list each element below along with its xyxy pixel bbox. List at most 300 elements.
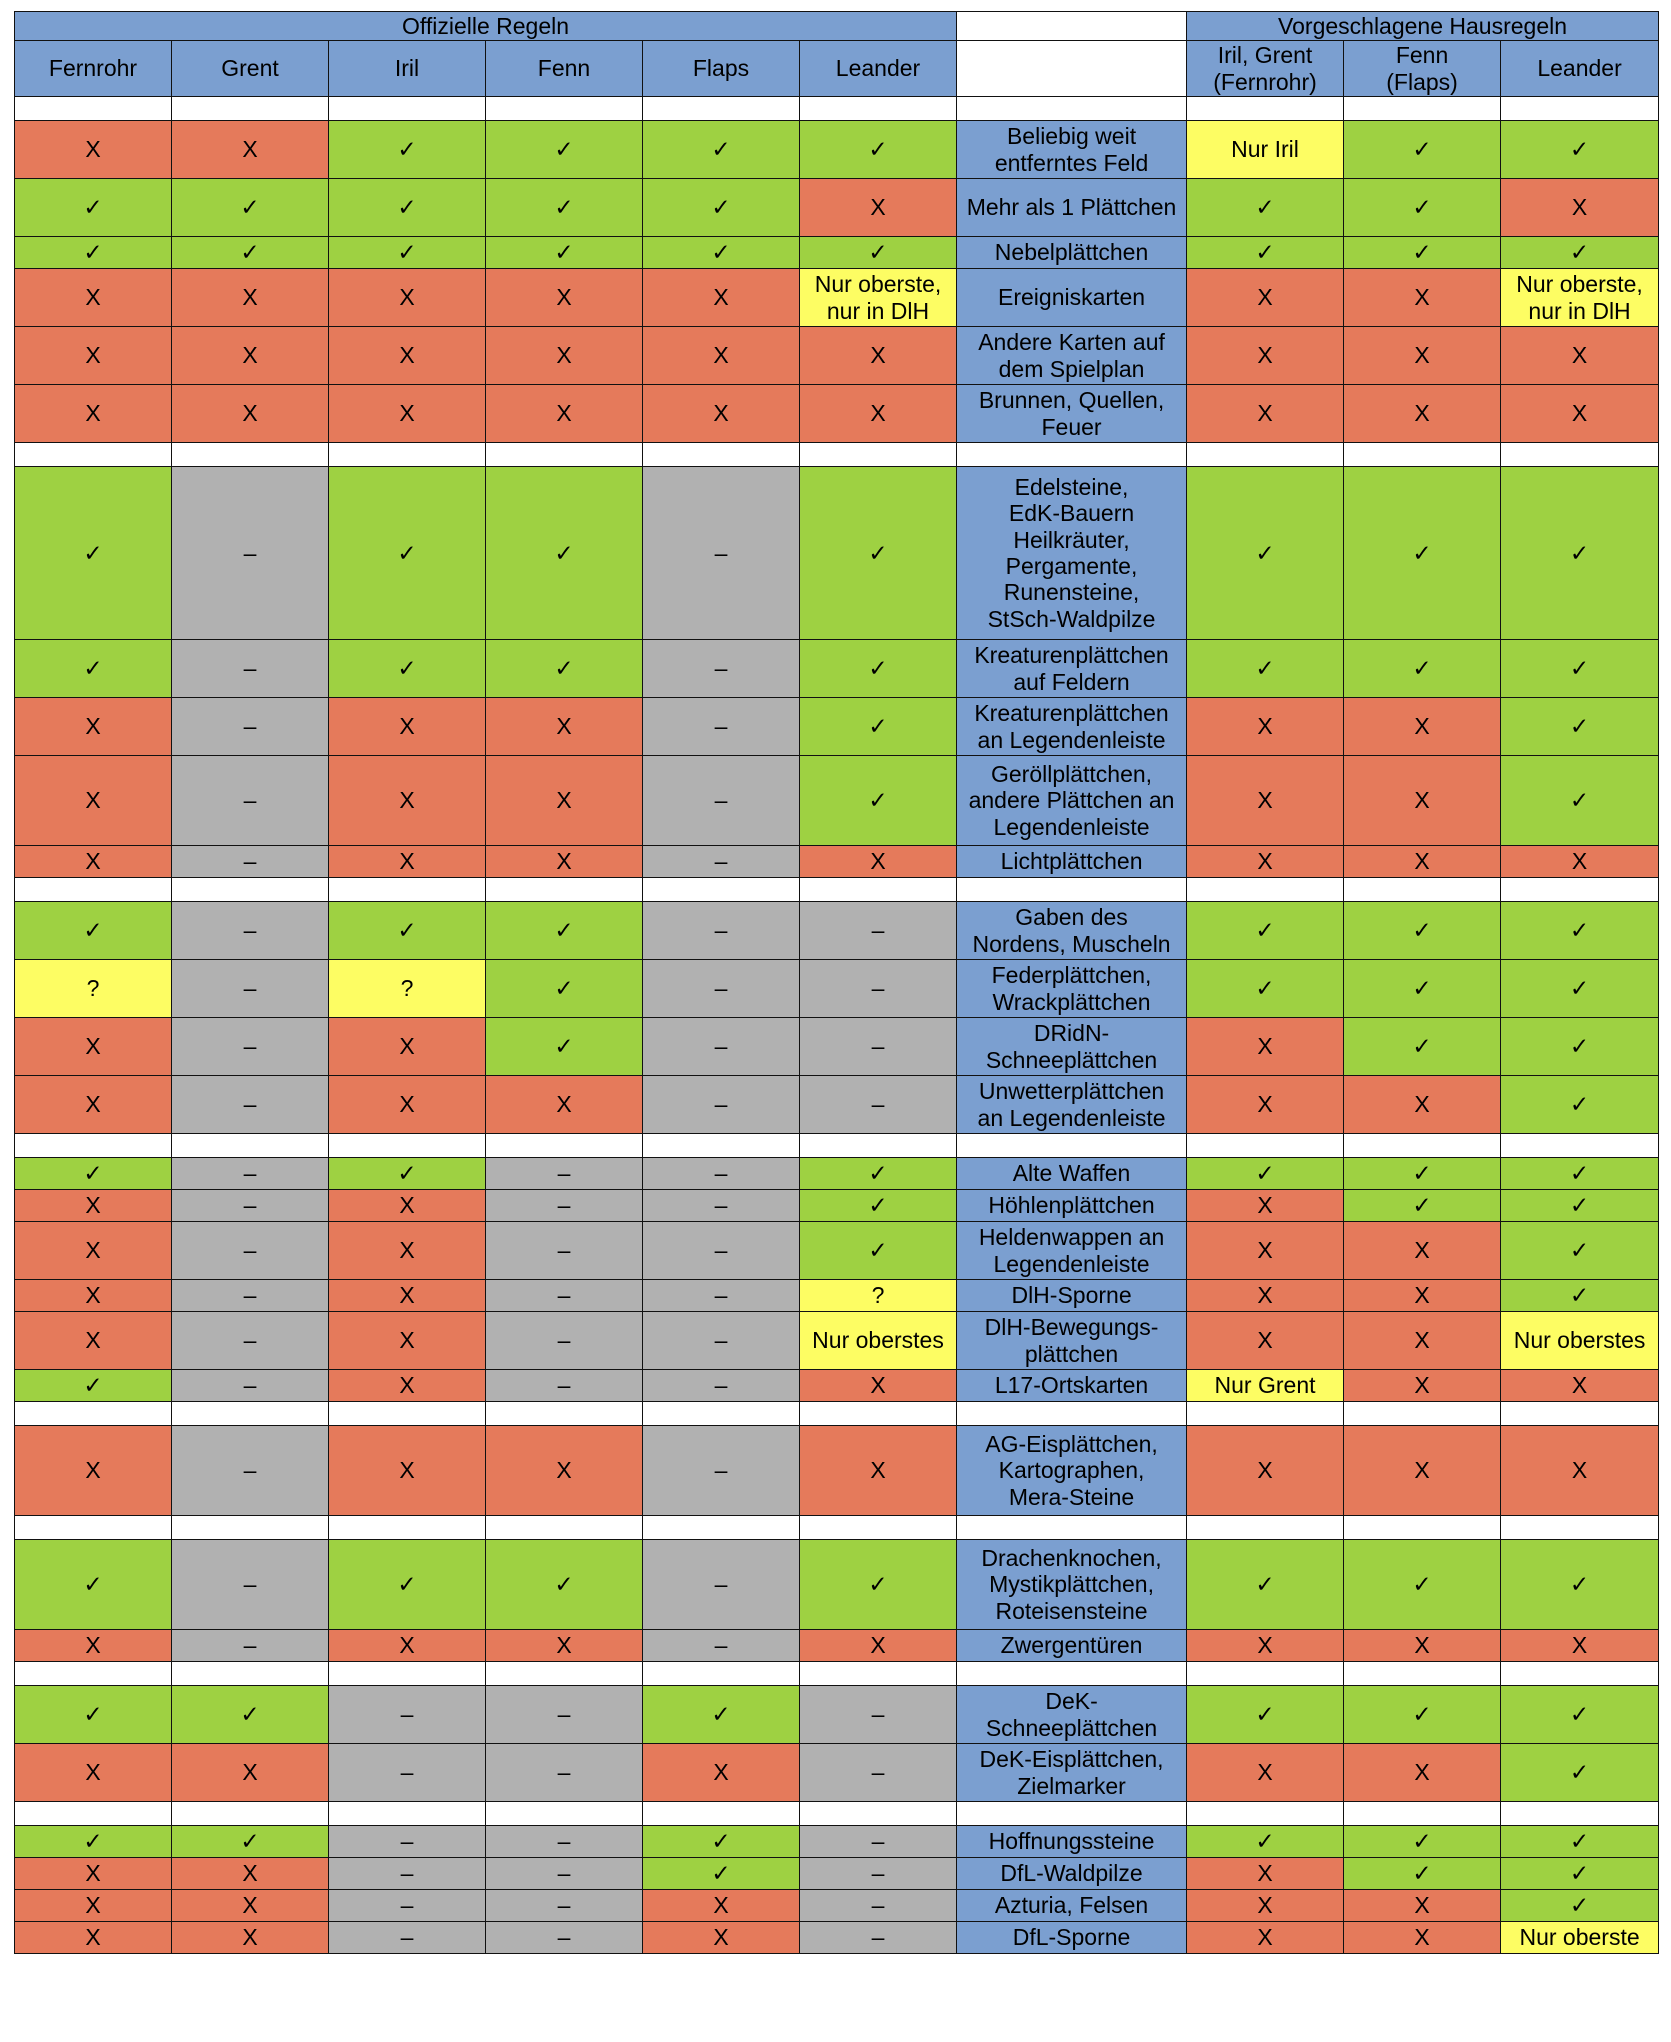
status-cell: – (643, 960, 800, 1018)
spacer-cell (1344, 878, 1501, 902)
status-cell: ✓ (172, 237, 329, 269)
status-cell: X (172, 269, 329, 327)
status-cell: – (486, 1280, 643, 1312)
status-cell: – (643, 1630, 800, 1662)
spacer-cell (800, 1134, 957, 1158)
status-cell: – (172, 902, 329, 960)
status-cell: X (1344, 756, 1501, 846)
status-cell: X (1344, 1630, 1501, 1662)
status-cell: – (800, 1922, 957, 1954)
col-header: Iril (329, 41, 486, 97)
status-cell: X (1344, 1312, 1501, 1370)
status-cell: X (1187, 1190, 1344, 1222)
spacer-cell (329, 443, 486, 467)
spacer-cell (329, 97, 486, 121)
spacer-cell (800, 97, 957, 121)
spacer-cell (15, 878, 172, 902)
status-cell: ✓ (1344, 1540, 1501, 1630)
spacer-cell (643, 878, 800, 902)
spacer-cell (329, 1662, 486, 1686)
spacer-cell (1501, 878, 1659, 902)
status-cell: X (800, 1630, 957, 1662)
spacer-cell (800, 1802, 957, 1826)
row-label: Alte Waffen (957, 1158, 1187, 1190)
row-label: Hoffnungssteine (957, 1826, 1187, 1858)
spacer-cell (1501, 443, 1659, 467)
status-cell: X (1187, 1890, 1344, 1922)
spacer-cell (15, 1134, 172, 1158)
spacer-cell (1187, 1134, 1344, 1158)
row-label: Kreaturenplättchen an Legendenleiste (957, 698, 1187, 756)
status-cell: Nur oberste, nur in DlH (800, 269, 957, 327)
spacer-cell (957, 878, 1187, 902)
status-cell: ✓ (486, 640, 643, 698)
status-cell: ✓ (1187, 1540, 1344, 1630)
status-cell: ✓ (643, 121, 800, 179)
status-cell: ✓ (1187, 1158, 1344, 1190)
spacer-cell (957, 1516, 1187, 1540)
status-cell: ✓ (643, 237, 800, 269)
status-cell: – (800, 1744, 957, 1802)
status-cell: – (172, 1426, 329, 1516)
rules-comparison-table (14, 11, 1659, 1954)
status-cell: ✓ (486, 1540, 643, 1630)
status-cell: X (172, 385, 329, 443)
table-row (15, 1826, 1659, 1858)
status-cell: X (1344, 327, 1501, 385)
status-cell: – (643, 902, 800, 960)
status-cell: – (172, 960, 329, 1018)
status-cell: – (800, 1890, 957, 1922)
status-cell: ✓ (800, 698, 957, 756)
status-cell: – (643, 640, 800, 698)
status-cell: ✓ (1501, 1540, 1659, 1630)
status-cell: X (643, 385, 800, 443)
spacer-cell (172, 443, 329, 467)
status-cell: ✓ (15, 1540, 172, 1630)
status-cell: X (486, 327, 643, 385)
group-spacer-row (15, 443, 1659, 467)
status-cell: ✓ (15, 902, 172, 960)
spacer-cell (643, 1516, 800, 1540)
table-row (15, 1190, 1659, 1222)
status-cell: X (1187, 1630, 1344, 1662)
status-cell: X (1344, 1922, 1501, 1954)
status-cell: – (800, 1826, 957, 1858)
status-cell: X (1501, 1426, 1659, 1516)
status-cell: X (1501, 846, 1659, 878)
status-cell: – (643, 1280, 800, 1312)
status-cell: X (15, 1630, 172, 1662)
group-spacer-row (15, 1662, 1659, 1686)
table-row (15, 960, 1659, 1018)
spacer-cell (957, 1802, 1187, 1826)
status-cell: – (329, 1858, 486, 1890)
status-cell: X (15, 1190, 172, 1222)
table-row (15, 1158, 1659, 1190)
spacer-cell (486, 1516, 643, 1540)
status-cell: – (486, 1222, 643, 1280)
status-cell: ✓ (1344, 640, 1501, 698)
status-cell: ✓ (1501, 237, 1659, 269)
row-label: Ereigniskarten (957, 269, 1187, 327)
spacer-cell (172, 1134, 329, 1158)
status-cell: ✓ (329, 1540, 486, 1630)
row-label: L17-Ortskarten (957, 1370, 1187, 1402)
status-cell: – (643, 1540, 800, 1630)
status-cell: – (486, 1686, 643, 1744)
status-cell: – (172, 1280, 329, 1312)
status-cell: X (15, 1890, 172, 1922)
spacer-cell (172, 878, 329, 902)
table-row (15, 1076, 1659, 1134)
status-cell: – (800, 1018, 957, 1076)
status-cell: X (172, 1858, 329, 1890)
row-label: Brunnen, Quellen, Feuer (957, 385, 1187, 443)
status-cell: X (800, 327, 957, 385)
status-cell: ? (329, 960, 486, 1018)
status-cell: ✓ (1187, 960, 1344, 1018)
spacer-cell (1187, 443, 1344, 467)
col-header: Fernrohr (15, 41, 172, 97)
table-row (15, 385, 1659, 443)
row-label: DeK- Schneeplättchen (957, 1686, 1187, 1744)
status-cell: X (15, 846, 172, 878)
spacer-cell (486, 1402, 643, 1426)
status-cell: – (486, 1922, 643, 1954)
status-cell: ✓ (1501, 1158, 1659, 1190)
status-cell: X (1187, 1018, 1344, 1076)
status-cell: X (172, 1890, 329, 1922)
row-label: Heldenwappen an Legendenleiste (957, 1222, 1187, 1280)
status-cell: X (1187, 1744, 1344, 1802)
table-row (15, 1018, 1659, 1076)
status-cell: X (1344, 1370, 1501, 1402)
col-header-spacer (957, 41, 1187, 97)
status-cell: X (329, 1630, 486, 1662)
spacer-cell (486, 1134, 643, 1158)
spacer-cell (1344, 1662, 1501, 1686)
status-cell: X (800, 385, 957, 443)
status-cell: X (329, 1018, 486, 1076)
status-cell: – (329, 1826, 486, 1858)
spacer-cell (1344, 1516, 1501, 1540)
spacer-cell (329, 1134, 486, 1158)
spacer-cell (1187, 1662, 1344, 1686)
status-cell: ✓ (1501, 1018, 1659, 1076)
status-cell: – (643, 698, 800, 756)
status-cell: – (800, 1858, 957, 1890)
status-cell: ✓ (486, 121, 643, 179)
row-label: Federplättchen, Wrackplättchen (957, 960, 1187, 1018)
status-cell: X (172, 327, 329, 385)
spacer-cell (15, 1802, 172, 1826)
status-cell: ✓ (15, 1686, 172, 1744)
status-cell: X (1187, 385, 1344, 443)
status-cell: – (643, 1158, 800, 1190)
status-cell: ✓ (800, 237, 957, 269)
spacer-cell (172, 1662, 329, 1686)
status-cell: ✓ (1187, 237, 1344, 269)
spacer-cell (329, 1802, 486, 1826)
spacer-cell (1501, 97, 1659, 121)
status-cell: X (329, 1280, 486, 1312)
group-spacer-row (15, 1134, 1659, 1158)
status-cell: X (15, 1312, 172, 1370)
table-row (15, 237, 1659, 269)
table-row (15, 756, 1659, 846)
status-cell: X (1344, 698, 1501, 756)
col-header: Iril, Grent (Fernrohr) (1187, 41, 1344, 97)
status-cell: ✓ (1344, 1858, 1501, 1890)
spacer-cell (800, 443, 957, 467)
spacer-cell (486, 443, 643, 467)
status-cell: ✓ (800, 1222, 957, 1280)
status-cell: ✓ (486, 1018, 643, 1076)
status-cell: ✓ (800, 467, 957, 640)
table-row (15, 1312, 1659, 1370)
status-cell: – (329, 1890, 486, 1922)
status-cell: X (1344, 1076, 1501, 1134)
status-cell: – (800, 960, 957, 1018)
spacer-cell (957, 443, 1187, 467)
status-cell: ✓ (1344, 467, 1501, 640)
status-cell: – (172, 1018, 329, 1076)
spacer-cell (1187, 1516, 1344, 1540)
row-label: Lichtplättchen (957, 846, 1187, 878)
status-cell: ✓ (1501, 1686, 1659, 1744)
status-cell: X (329, 1426, 486, 1516)
spacer-cell (800, 1402, 957, 1426)
status-cell: – (486, 1890, 643, 1922)
status-cell: X (1344, 1280, 1501, 1312)
spacer-cell (643, 443, 800, 467)
status-cell: ✓ (1501, 1744, 1659, 1802)
row-label: Unwetterplättchen an Legendenleiste (957, 1076, 1187, 1134)
status-cell: X (15, 698, 172, 756)
status-cell: – (172, 1630, 329, 1662)
status-cell: ✓ (1187, 902, 1344, 960)
status-cell: ✓ (329, 1158, 486, 1190)
status-cell: ✓ (800, 640, 957, 698)
status-cell: X (1187, 756, 1344, 846)
table-row (15, 1540, 1659, 1630)
row-label: Geröllplättchen, andere Plättchen an Legendenleiste (957, 756, 1187, 846)
status-cell: ✓ (329, 640, 486, 698)
status-cell: X (486, 756, 643, 846)
status-cell: ✓ (1501, 1890, 1659, 1922)
spacer-cell (800, 878, 957, 902)
status-cell: X (15, 1076, 172, 1134)
col-header: Flaps (643, 41, 800, 97)
row-label: Beliebig weit entferntes Feld (957, 121, 1187, 179)
status-cell: X (1344, 1744, 1501, 1802)
status-cell: – (800, 1076, 957, 1134)
group-spacer-row (15, 1516, 1659, 1540)
spacer-cell (1344, 1134, 1501, 1158)
status-cell: – (172, 1540, 329, 1630)
spacer-cell (15, 1402, 172, 1426)
status-cell: Nur oberste (1501, 1922, 1659, 1954)
table-row (15, 121, 1659, 179)
header-row-columns (15, 41, 1659, 97)
table-row (15, 902, 1659, 960)
status-cell: ✓ (329, 237, 486, 269)
status-cell: X (486, 1076, 643, 1134)
status-cell: ✓ (486, 179, 643, 237)
status-cell: ✓ (1501, 902, 1659, 960)
spacer-cell (15, 97, 172, 121)
spacer-cell (957, 1134, 1187, 1158)
status-cell: – (643, 1018, 800, 1076)
table-row (15, 1426, 1659, 1516)
row-label: DRidN- Schneeplättchen (957, 1018, 1187, 1076)
status-cell: X (172, 121, 329, 179)
status-cell: – (172, 1158, 329, 1190)
row-label: Andere Karten auf dem Spielplan (957, 327, 1187, 385)
status-cell: ✓ (1344, 902, 1501, 960)
spacer-cell (643, 1402, 800, 1426)
table-row (15, 1280, 1659, 1312)
status-cell: X (15, 1744, 172, 1802)
status-cell: ✓ (1187, 1686, 1344, 1744)
status-cell: X (1501, 385, 1659, 443)
spacer-cell (486, 1662, 643, 1686)
status-cell: ✓ (329, 179, 486, 237)
status-cell: – (329, 1686, 486, 1744)
status-cell: ✓ (15, 1370, 172, 1402)
status-cell: X (800, 1370, 957, 1402)
status-cell: ? (800, 1280, 957, 1312)
status-cell: X (172, 1744, 329, 1802)
status-cell: ✓ (1501, 698, 1659, 756)
status-cell: ✓ (1501, 1858, 1659, 1890)
status-cell: ✓ (1344, 1158, 1501, 1190)
status-cell: X (1187, 1426, 1344, 1516)
status-cell: ✓ (643, 179, 800, 237)
status-cell: X (15, 756, 172, 846)
status-cell: X (643, 1922, 800, 1954)
status-cell: ✓ (486, 237, 643, 269)
status-cell: X (329, 1190, 486, 1222)
status-cell: – (172, 846, 329, 878)
table-row (15, 179, 1659, 237)
status-cell: X (1187, 1922, 1344, 1954)
status-cell: – (643, 1312, 800, 1370)
status-cell: X (800, 846, 957, 878)
status-cell: ✓ (172, 1826, 329, 1858)
row-label: Kreaturenplättchen auf Feldern (957, 640, 1187, 698)
col-header: Leander (800, 41, 957, 97)
status-cell: – (172, 1312, 329, 1370)
status-cell: – (172, 1222, 329, 1280)
status-cell: – (329, 1922, 486, 1954)
spacer-cell (957, 1402, 1187, 1426)
spacer-cell (172, 1402, 329, 1426)
spacer-cell (15, 1516, 172, 1540)
status-cell: ✓ (1344, 1190, 1501, 1222)
status-cell: Nur oberstes (1501, 1312, 1659, 1370)
group-spacer-row (15, 878, 1659, 902)
row-label: Zwergentüren (957, 1630, 1187, 1662)
row-label: AG-Eisplättchen, Kartographen, Mera-Steine (957, 1426, 1187, 1516)
status-cell: X (329, 385, 486, 443)
spacer-cell (1187, 878, 1344, 902)
status-cell: ✓ (1501, 640, 1659, 698)
status-cell: X (1187, 327, 1344, 385)
status-cell: – (172, 1190, 329, 1222)
spacer-cell (957, 1662, 1187, 1686)
status-cell: ✓ (800, 1158, 957, 1190)
spacer-cell (957, 97, 1187, 121)
status-cell: X (329, 756, 486, 846)
status-cell: ✓ (1501, 1280, 1659, 1312)
spacer-cell (1501, 1134, 1659, 1158)
row-label: DfL-Waldpilze (957, 1858, 1187, 1890)
table-row (15, 640, 1659, 698)
status-cell: ✓ (1501, 1076, 1659, 1134)
status-cell: X (486, 698, 643, 756)
status-cell: ✓ (800, 1190, 957, 1222)
spacer-cell (1187, 1402, 1344, 1426)
table-row (15, 1370, 1659, 1402)
status-cell: ✓ (1344, 1018, 1501, 1076)
status-cell: ✓ (486, 467, 643, 640)
spacer-cell (1344, 97, 1501, 121)
status-cell: – (643, 1076, 800, 1134)
status-cell: X (329, 1312, 486, 1370)
spacer-cell (800, 1516, 957, 1540)
status-cell: X (329, 1076, 486, 1134)
status-cell: ✓ (486, 902, 643, 960)
spacer-cell (643, 1662, 800, 1686)
status-cell: ? (15, 960, 172, 1018)
status-cell: X (1344, 1426, 1501, 1516)
spacer-cell (172, 1516, 329, 1540)
status-cell: ✓ (643, 1858, 800, 1890)
status-cell: – (172, 698, 329, 756)
col-header: Leander (1501, 41, 1659, 97)
status-cell: X (1344, 1890, 1501, 1922)
status-cell: ✓ (15, 640, 172, 698)
status-cell: X (486, 269, 643, 327)
spacer-cell (1344, 1402, 1501, 1426)
status-cell: X (643, 269, 800, 327)
status-cell: ✓ (329, 121, 486, 179)
table-row (15, 467, 1659, 640)
status-cell: X (15, 1922, 172, 1954)
status-cell: – (643, 467, 800, 640)
status-cell: – (486, 1158, 643, 1190)
status-cell: X (15, 385, 172, 443)
col-header: Fenn (486, 41, 643, 97)
spacer-cell (1501, 1402, 1659, 1426)
status-cell: X (1501, 179, 1659, 237)
status-cell: ✓ (172, 179, 329, 237)
status-cell: ✓ (1344, 960, 1501, 1018)
spacer-cell (329, 1402, 486, 1426)
row-label: DlH-Sporne (957, 1280, 1187, 1312)
table-row (15, 1890, 1659, 1922)
table-row (15, 1922, 1659, 1954)
group-spacer-row (15, 97, 1659, 121)
status-cell: Nur Iril (1187, 121, 1344, 179)
header-official-rules: Offizielle Regeln (15, 12, 957, 41)
status-cell: ✓ (1501, 121, 1659, 179)
group-spacer-row (15, 1802, 1659, 1826)
status-cell: – (486, 1370, 643, 1402)
spacer-cell (486, 878, 643, 902)
